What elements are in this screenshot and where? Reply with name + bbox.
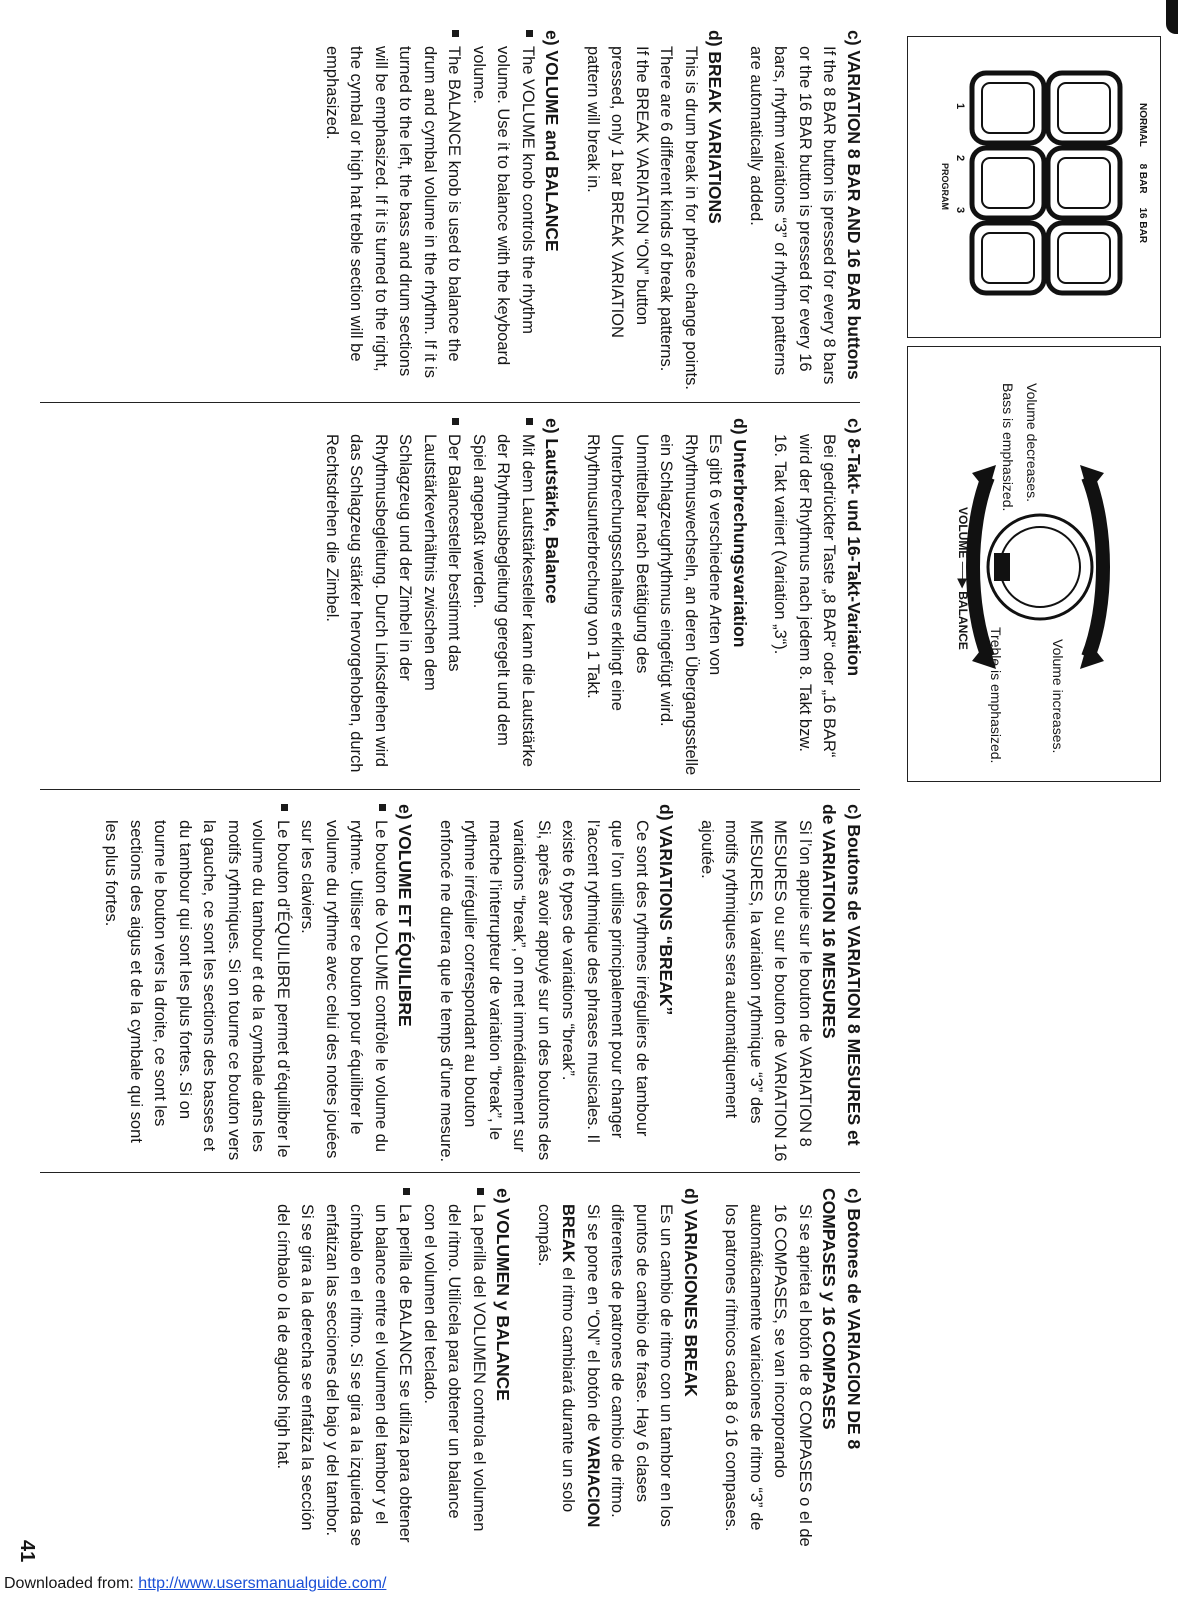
button-panel-figure	[907, 36, 1161, 338]
volume-label: VOLUME	[956, 507, 970, 559]
separator-rule-2	[40, 789, 860, 790]
separator-rule-3	[40, 1172, 860, 1173]
spanish-d-body-1: Es un cambio de ritmo con un tambor en los puntos de cambio de frase. Hay 6 clases diferentes de patrones de cambio de ritmo.	[608, 1204, 676, 1527]
spanish-d-body-2-bold: VARIACION BREAK	[559, 1204, 602, 1528]
english-c-heading: c) VARIATION 8 BAR AND 16 BAR buttons	[844, 30, 864, 380]
german-section	[320, 418, 867, 778]
english-e-bullet-2: The BALANCE knob is used to balance the drum and cymbal volume in the rhythm. If it is turned to the left, the bass and drum sections will be emphasized. If it is turned to the right, the cymbal or high hat treble section will be emphasized.	[320, 30, 467, 390]
knob-figure	[907, 346, 1161, 782]
spanish-d-body-2-text: Si se pone en “ON” el botón de	[584, 1204, 602, 1437]
french-d-body-1: Ce sont des rythmes irréguliers de tambour que l’on utilise principalement pour changer l’accent rythmique des phrases musicales. Il existe 6 types de variations “break”.	[559, 820, 651, 1143]
spanish-e-heading: e) VOLUMEN y BALANCE	[493, 1188, 514, 1401]
footer-link[interactable]: http://www.usersmanualguide.com/	[138, 1575, 387, 1592]
german-c-body: Bei gedrückter Taste „8 BAR“ oder „16 BAR“ wird der Rhythmus nach jedem 8. Takt bzw. 16. Takt variiert (Variation „3“).	[771, 434, 839, 758]
balance-label: BALANCE	[956, 591, 970, 650]
english-section	[320, 30, 867, 390]
french-d-heading: d) VARIATIONS “BREAK”	[656, 804, 677, 1016]
program-number-3: 3	[954, 206, 966, 214]
spanish-e-bullet-1: La perilla del VOLUMEN controla el volumen del ritmo. Utilícela para obtener un balance con el volumen del teclado.	[418, 1188, 492, 1548]
spanish-d-heading: d) VARIACIONES BREAK	[681, 1188, 701, 1397]
german-d-heading: d) Unterbrechungsvariation	[730, 418, 750, 648]
german-e-bullet-2: Der Balancesteller bestimmt das Lautstärkeverhältnis zwischen dem Schlagzeug und der Zimbel in der Rhythmusbegleitung. Durch Linksdrehen wird das Schlagzeug stärker hervorgehoben, durch Rechtsdrehen die Zimbel.	[320, 418, 467, 778]
german-d-body-1: Es gibt 6 verschiedene Arten von Rhythmuswechseln, an deren Übergangsstelle ein Schlagzeugrhythmus eingefügt wird.	[657, 434, 725, 776]
volume-decreases-label: Volume decreases.	[1024, 383, 1040, 503]
program-label: PROGRAM	[940, 163, 950, 210]
french-d-body-2: Si, après avoir appuyé sur un des boutons des variations “break”, on met immédiatement sur marche l’interrupteur de variation “break”, le rythme irrégulier correspondant au bouton enfoncé ne durera que le temps d’une mesure.	[437, 820, 553, 1163]
french-c-body: Si l’on appuie sur le bouton de VARIATION 8 MESURES ou sur le bouton de VARIATION 16 MESURES, la variation rythmique “3” des motifs rythmiques sera automatiquement ajoutée.	[698, 820, 814, 1162]
volume-increases-label: Volume increases.	[1050, 639, 1066, 754]
spanish-c-heading: c) Botones de VARIACION DE 8 COMPASES y 16 COMPASES	[819, 1188, 864, 1450]
footer	[4, 1575, 386, 1593]
german-d-body-2: Unmittelbar nach Betätigung des Unterbrechungsschalters erklingt eine Rhythmusunterbrechung von 1 Takt.	[584, 434, 651, 711]
8-bar-label: 8 BAR	[1137, 163, 1148, 194]
spanish-d-body-2-tail: el ritmo cambiará durante un solo compás.	[535, 1204, 578, 1513]
german-e-heading: e) Lautstärke, Balance	[542, 418, 563, 604]
separator-rule-1	[40, 402, 860, 403]
program-number-1: 1	[954, 103, 966, 110]
english-d-body-2: If the BREAK VARIATION “ON” button pressed, only 1 bar BREAK VARIATION pattern will break in.	[584, 46, 651, 338]
spanish-section	[271, 1188, 867, 1548]
page-number: 41	[16, 1540, 38, 1563]
treble-emphasized-label: Treble is emphasized.	[988, 627, 1004, 764]
french-e-heading: e) VOLUME ET ÉQUILIBRE	[395, 804, 416, 1027]
arrow-icon: ──▶	[956, 561, 970, 592]
spanish-c-body: Si se aprieta el botón de 8 COMPASES o el de 16 COMPASES, se van incorporando automáticamente variaciones de ritmo “3” de los patrones rítmicos cada 8 ó 16 compases.	[722, 1204, 814, 1547]
spanish-d-body-2	[532, 1188, 606, 1548]
french-e-bullet-2: Le bouton d’ÉQUILIBRE permet d’équilibrer le volume du tambour et de la cymbale dans les motifs rythmiques. Si on tourne ce bouton vers la gauche, ce sont les sections des basses et du tambour qui sont les plus fortes. Si on tourne le bouton vers la droite, ce sont les sections des aigus et de la cymbale qui sont les plus fortes.	[99, 804, 295, 1164]
footer-prefix: Downloaded from:	[4, 1575, 139, 1592]
french-section	[99, 804, 866, 1164]
english-d-heading: d) BREAK VARIATIONS	[705, 30, 726, 224]
french-c-heading: c) Boutons de VARIATION 8 MESURES et de VARIATION 16 MESURES	[819, 804, 864, 1146]
english-e-heading: e) VOLUME and BALANCE	[542, 30, 563, 252]
16-bar-label: 16 BAR	[1137, 207, 1148, 244]
english-e-bullet-1: The VOLUME knob controls the rhythm volume. Use it to balance with the keyboard volume.	[467, 30, 541, 390]
bass-emphasized-label: Bass is emphasized.	[1000, 383, 1016, 512]
german-c-heading: c) 8-Takt- und 16-Takt-Variation	[844, 418, 864, 677]
spanish-e-bullet-2: La perilla de BALANCE se utiliza para obtener un balance entre el volumen del tambor y el címbalo en el ritmo. Si se gira a la izquierda se enfatizan las secciones del bajo y del tambor. Si se gira a la derecha se enfatiza la sección del címbalo o la de agudos high hat.	[271, 1188, 418, 1548]
french-e-bullet-1: Le bouton de VOLUME contrôle le volume du rythme. Utiliser ce bouton pour équilibrer le volume du rythme avec celui des notes jouées sur les claviers.	[295, 804, 393, 1164]
english-c-body: If the 8 BAR button is pressed for every 8 bars or the 16 BAR button is pressed for every 16 bars, rhythm variations “3” of rhythm patterns are automatically added.	[747, 46, 839, 385]
normal-label: NORMAL	[1137, 103, 1148, 147]
german-e-bullet-1: Mit dem Lautstärkesteller kann die Lautstärke der Rhythmusbegleitung geregelt und dem Spiel angepaßt werden.	[467, 418, 541, 778]
program-number-2: 2	[954, 154, 966, 162]
english-d-body-1: This is drum break in for phrase change points. There are 6 different kinds of break patterns.	[657, 46, 700, 390]
scan-corner-mark	[1166, 0, 1178, 34]
